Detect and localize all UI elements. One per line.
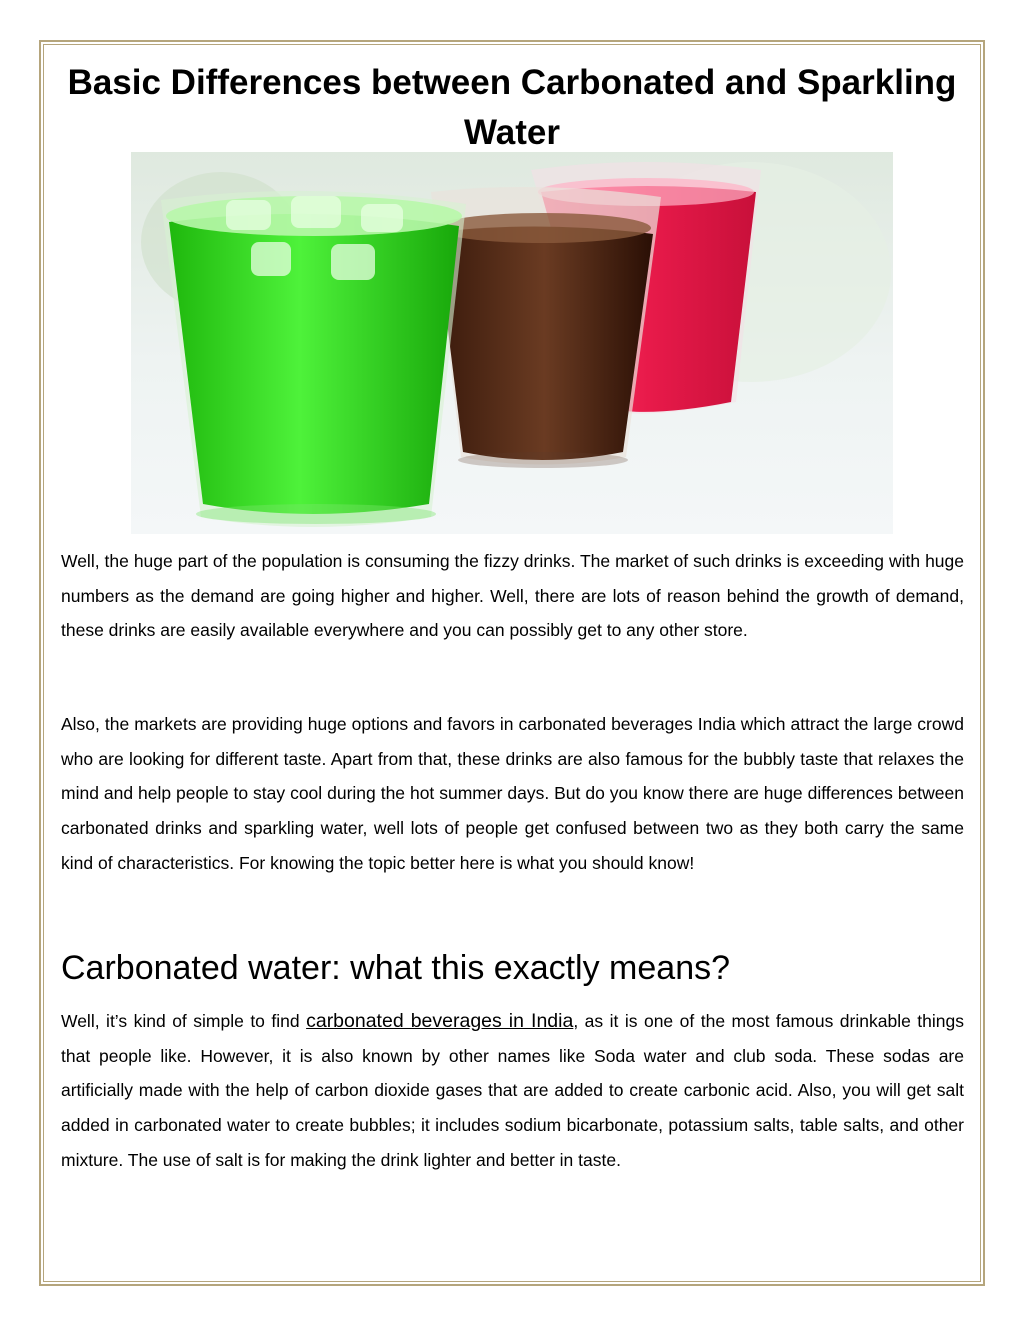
section-paragraph — [61, 1004, 964, 1178]
document-title: Basic Differences between Carbonated and Sparkling Water — [67, 63, 957, 152]
carbonated-beverages-link[interactable]: carbonated beverages in India — [306, 1010, 574, 1032]
section-text-before-link: Well, it’s kind of simple to find — [61, 1011, 307, 1031]
intro-paragraph: Well, the huge part of the population is consuming the fizzy drinks. The market of such drinks is exceeding with huge numbers as the demand are going higher and higher. Well, there are lots of reason behind the growth of demand, these drinks are easily available everywhere and you can possibly get to any other store. — [61, 551, 964, 641]
market-paragraph: Also, the markets are providing huge options and favors in carbonated beverages India which attract the large crowd who are looking for different taste. Apart from that, these drinks are also famous for the bubbly taste that relaxes the mind and help people to stay cool during the hot summer days. But do you know there are huge differences between carbonated drinks and sparkling water, well lots of people get confused between two as they both carry the same kind of characteristics. For knowing the topic better here is what you should know! — [61, 714, 964, 873]
section-heading: Carbonated water: what this exactly means? — [61, 949, 731, 987]
drinks-image — [131, 152, 893, 534]
section-text-after-link: , as it is one of the most famous drinkable things that people like. However, it is also known by other names like Soda water and club soda. These sodas are artificially made with the help of carbon dioxide gases that are added to create carbonic acid. Also, you will get salt added in carbonated water to create bubbles; it includes sodium bicarbonate, potassium salts, table salts, and other mixture. The use of salt is for making the drink lighter and better in taste. — [61, 1011, 964, 1170]
